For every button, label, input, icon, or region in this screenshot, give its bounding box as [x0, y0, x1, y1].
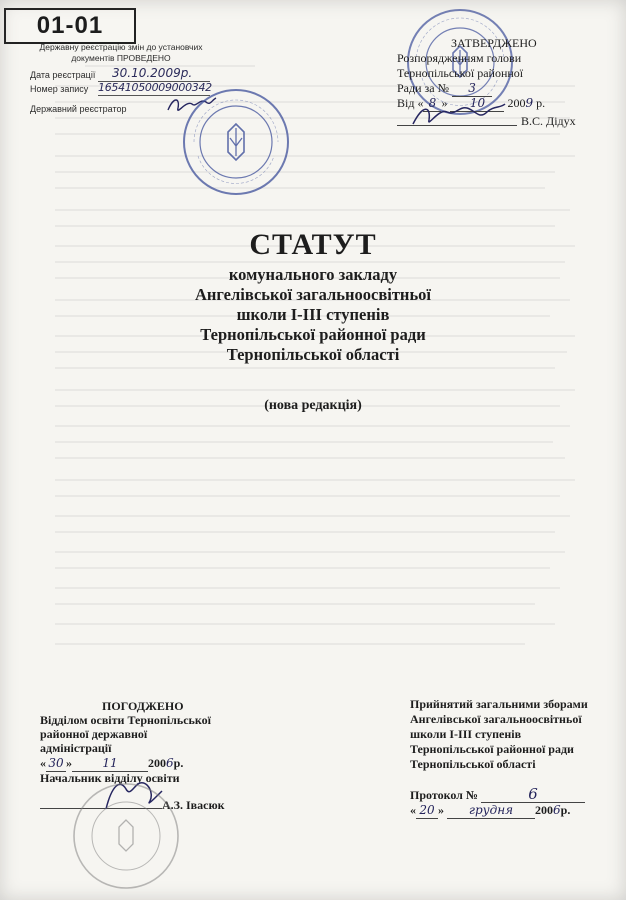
document-title: СТАТУТ: [249, 228, 377, 261]
approval-date-open: Від «: [397, 96, 424, 110]
approval-signer: В.С. Дідух: [521, 114, 576, 128]
registration-header: [28, 42, 214, 64]
document-number-tag: [4, 8, 136, 44]
registration-seal: [180, 86, 292, 203]
adopted-date-year-prefix: 200: [535, 803, 553, 817]
adopted-line4: Тернопільської районної ради: [410, 742, 574, 756]
approval-number-prefix: Ради за №: [397, 81, 450, 95]
agreed-date-month: 11: [72, 756, 148, 772]
title-line5: Тернопільської області: [226, 345, 400, 364]
protocol-label: Протокол №: [410, 788, 478, 802]
title-line2: Ангелівської загальноосвітньої: [194, 285, 432, 304]
approval-date-close: »: [441, 96, 448, 110]
registration-date-value: 30.10.2009р.: [112, 66, 193, 80]
approval-line2: Тернопільської районної: [397, 66, 524, 80]
approval-line1: Розпорядженням голови: [397, 51, 522, 65]
approval-heading: ЗАТВЕРДЖЕНО: [451, 36, 537, 50]
approval-signature: [409, 98, 509, 132]
adopted-line5: Тернопільської області: [410, 757, 536, 771]
agreed-line2: районної державної: [40, 727, 148, 741]
title-line4: Тернопільської районної ради: [200, 325, 426, 344]
agreed-signer: А.З. Івасюк: [162, 798, 225, 812]
adopted-protocol: [410, 787, 585, 803]
agreed-seal: [70, 780, 182, 897]
approval-number: 3: [452, 81, 492, 97]
title-line1: комунального закладу: [228, 265, 398, 284]
approval-date-year-prefix: 200: [507, 96, 526, 110]
agreed-date-close: »: [66, 756, 72, 770]
agreed-line3: адміністрації: [40, 741, 112, 755]
agreed-line1: Відділом освіти Тернопільської: [40, 713, 211, 727]
registration-date-label: Дата реєстрації: [30, 70, 96, 80]
adopted-line3: школи І-ІІІ ступенів: [410, 727, 522, 741]
agreed-position: Начальник відділу освіти: [40, 771, 180, 785]
registration-header-line1: Державну реєстрацію змін до установчих: [39, 42, 203, 52]
protocol-number: 6: [481, 787, 585, 803]
agreed-date-year-digit: 6: [166, 756, 174, 770]
agreed-date-open: «: [40, 756, 46, 770]
document-number: 01-01: [36, 12, 104, 39]
registrar-label: Державний реєстратор: [30, 104, 127, 114]
approval-date-suffix: р.: [536, 96, 546, 110]
approval-line3: [397, 81, 492, 97]
approval-date-year-digit: 9: [525, 96, 534, 110]
adopted-date: [410, 803, 570, 819]
approval-date-month: 10: [450, 96, 504, 112]
adopted-line2: Ангелівської загальноосвітньої: [410, 712, 582, 726]
adopted-date-day: 20: [416, 803, 438, 819]
adopted-line1: Прийнятий загальними зборами: [410, 697, 588, 711]
approval-date-day: 8: [423, 96, 441, 112]
registration-number-label: Номер запису: [30, 84, 89, 94]
agreed-date-year-prefix: 200: [148, 756, 166, 770]
adopted-date-suffix: р.: [560, 803, 571, 817]
adopted-date-year-digit: 6: [553, 803, 561, 817]
agreed-date-suffix: р.: [173, 756, 184, 770]
agreed-date-day: 30: [46, 756, 66, 772]
edition-note: (нова редакція): [264, 398, 362, 413]
registration-header-line2: документів ПРОВЕДЕНО: [71, 53, 171, 63]
title-line3: школи І-ІІІ ступенів: [236, 305, 390, 324]
adopted-date-month: грудня: [447, 803, 535, 819]
registration-number-value: 16541050009000342: [98, 81, 212, 94]
agreed-heading: ПОГОДЖЕНО: [102, 699, 184, 713]
adopted-date-close: »: [438, 803, 444, 817]
agreed-date: [40, 756, 183, 772]
adopted-date-open: «: [410, 803, 416, 817]
